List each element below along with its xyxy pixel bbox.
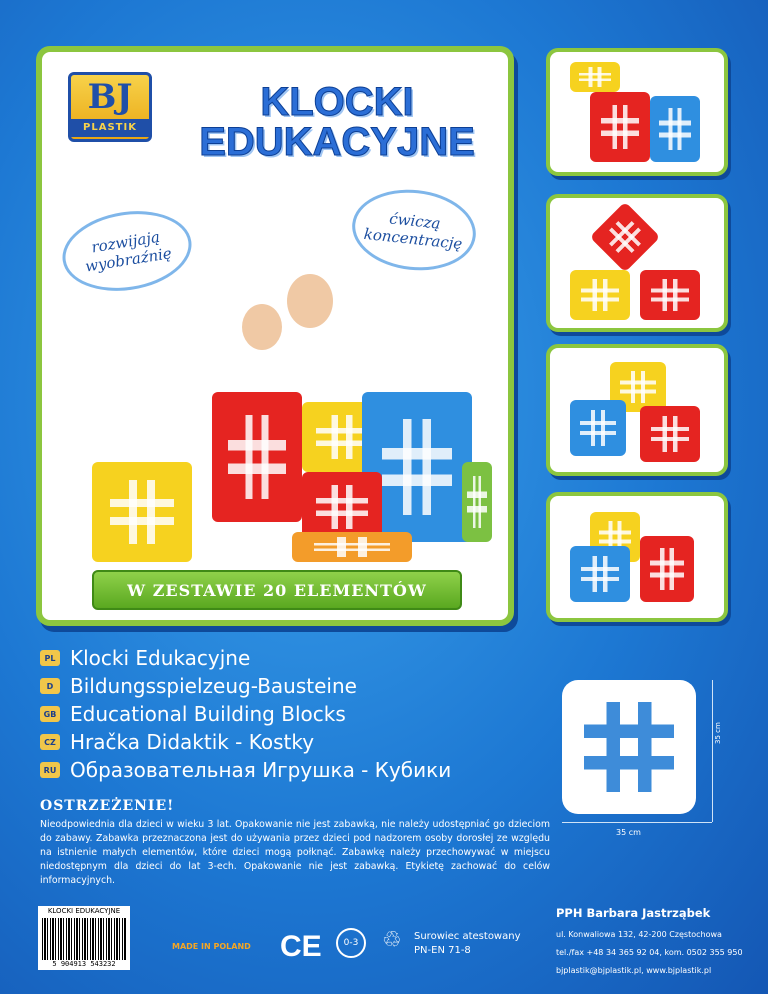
address-line-3: bjplastik@bjplastik.pl, www.bjplastik.pl bbox=[556, 966, 712, 975]
product-name: Hračka Didaktik - Kostky bbox=[70, 730, 315, 754]
logo-subtitle: PLASTIK bbox=[71, 119, 149, 137]
product-name: Образовательная Игрушка - Кубики bbox=[70, 758, 452, 782]
material-line-2: PN-EN 71-8 bbox=[414, 945, 471, 956]
title-line-2: EDUKACYJNE bbox=[199, 120, 475, 164]
title-line-1: KLOCKI bbox=[260, 80, 414, 124]
ce-mark-icon: CE bbox=[280, 930, 322, 963]
bj-plastik-logo bbox=[68, 72, 152, 142]
product-name: Bildungsspielzeug-Bausteine bbox=[70, 674, 357, 698]
flag-icon-pl: PL bbox=[40, 650, 60, 666]
block-orange-floor bbox=[292, 532, 412, 562]
warning-title: OSTRZEŻENIE! bbox=[40, 798, 175, 814]
company-address bbox=[556, 926, 743, 980]
material-certification bbox=[414, 930, 521, 958]
dimension-width-label: 35 cm bbox=[616, 828, 641, 837]
block-green bbox=[462, 462, 492, 542]
thumb-block bbox=[640, 406, 700, 462]
product-name: Klocki Edukacyjne bbox=[70, 646, 251, 670]
speech-cloud-right: ćwiczą koncentrację bbox=[348, 184, 480, 277]
age-warning-icon: 0-3 bbox=[336, 928, 366, 958]
kid-head-girl bbox=[242, 304, 282, 350]
dimension-line-horizontal bbox=[562, 822, 712, 823]
product-name: Educational Building Blocks bbox=[70, 702, 346, 726]
block-yellow-cube bbox=[92, 462, 192, 562]
company-name: PPH Barbara Jastrząbek bbox=[556, 906, 711, 920]
thumb-block bbox=[570, 270, 630, 320]
made-in-label: MADE IN POLAND bbox=[172, 942, 251, 951]
thumbnail-photo-1 bbox=[546, 48, 728, 176]
recycle-icon: ♲ bbox=[382, 928, 402, 953]
thumb-block bbox=[650, 96, 700, 162]
thumb-block bbox=[570, 62, 620, 92]
barcode-number: 5 904913 543232 bbox=[52, 960, 116, 968]
product-name-row bbox=[40, 758, 451, 782]
flag-icon-d: D bbox=[40, 678, 60, 694]
product-name-row bbox=[40, 702, 451, 726]
kid-head-boy bbox=[287, 274, 333, 328]
product-title bbox=[172, 82, 502, 162]
product-name-list bbox=[40, 646, 451, 786]
logo-mark: BJ bbox=[87, 77, 133, 117]
flag-icon-cz: CZ bbox=[40, 734, 60, 750]
material-line-1: Surowiec atestowany bbox=[414, 931, 521, 942]
thumb-block bbox=[640, 270, 700, 320]
address-line-1: ul. Konwaliowa 132, 42-200 Częstochowa bbox=[556, 930, 722, 939]
thumbnail-photo-2 bbox=[546, 194, 728, 332]
barcode-bars bbox=[42, 918, 126, 960]
product-name-row bbox=[40, 730, 451, 754]
flag-icon-ru: RU bbox=[40, 762, 60, 778]
thumb-block bbox=[590, 92, 650, 162]
dimension-line-vertical bbox=[712, 680, 713, 822]
main-product-card bbox=[36, 46, 514, 626]
block-red bbox=[212, 392, 302, 522]
barcode-title: KLOCKI EDUKACYJNE bbox=[47, 907, 121, 915]
thumb-block bbox=[570, 400, 626, 456]
product-name-row bbox=[40, 646, 451, 670]
address-line-2: tel./fax +48 34 365 92 04, kom. 0502 355 950 bbox=[556, 948, 743, 957]
thumbnail-photo-4 bbox=[546, 492, 728, 622]
set-contents-banner: W ZESTAWIE 20 ELEMENTÓW bbox=[92, 570, 462, 610]
dimension-height-label: 35 cm bbox=[714, 722, 722, 744]
thumb-block bbox=[590, 202, 661, 273]
block-piece-diagram bbox=[562, 680, 696, 814]
thumb-block bbox=[640, 536, 694, 602]
speech-cloud-left: rozwijają wyobraźnię bbox=[57, 202, 198, 299]
thumbnail-photo-3 bbox=[546, 344, 728, 476]
thumb-block bbox=[570, 546, 630, 602]
barcode bbox=[38, 906, 130, 970]
flag-icon-gb: GB bbox=[40, 706, 60, 722]
product-name-row bbox=[40, 674, 451, 698]
warning-text: Nieodpowiednia dla dzieci w wieku 3 lat. Opakowanie nie jest zabawką, nie należy udostępniać go dzieciom do zabawy. Zabawka przeznaczona jest do używania przez dzieci pod nadzorem osoby dorosłej ze względu na istnienie małych elementów, które dzieci mogą połknąć. Zabawkę należy przechowywać w miejscu niedostępnym dla dzieci do lat 3-ech. Opakowanie nie jest zabawką. Etykietę zachować do celów informacyjnych. bbox=[40, 819, 550, 886]
